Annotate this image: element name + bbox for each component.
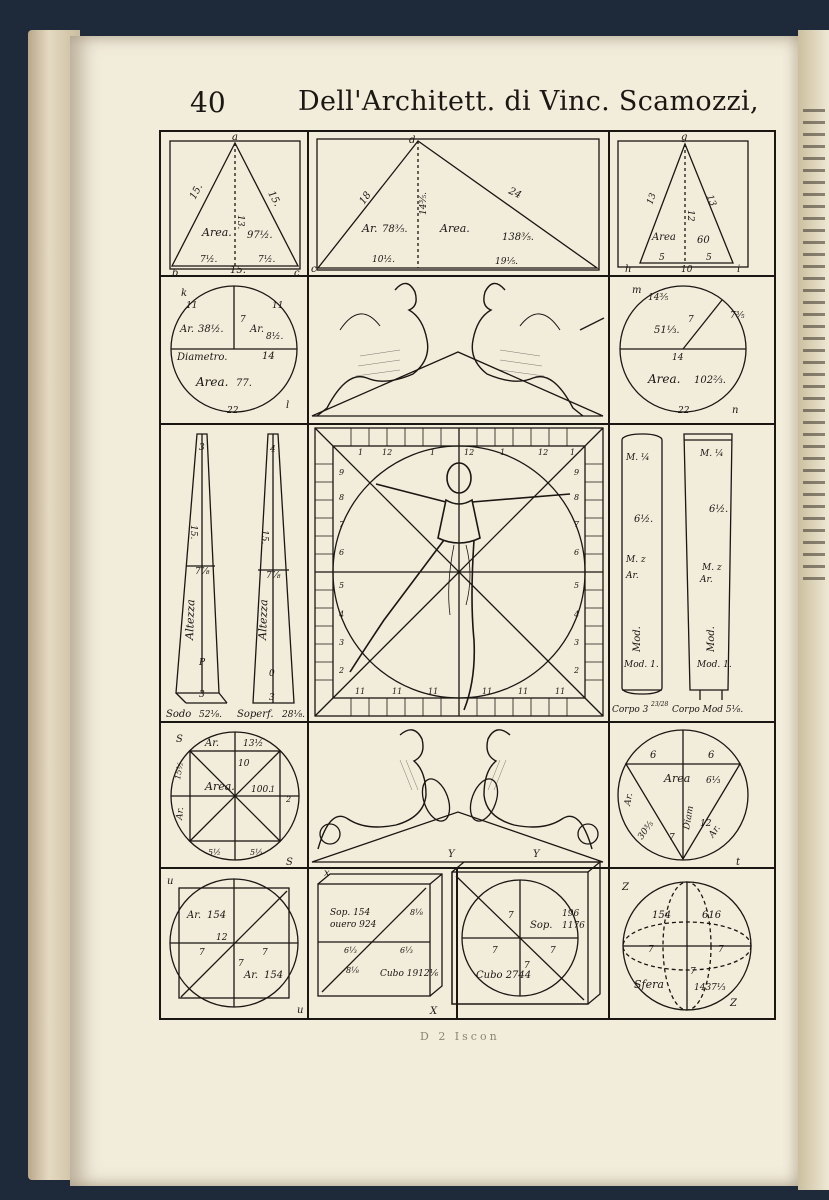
obelisks [166,434,305,720]
radius-label: 7 [240,315,246,325]
side-label: 13 [645,191,659,207]
ar-label: Ar. [707,823,723,840]
grid-tick: 11 [482,687,493,696]
base-label: 5 [706,253,712,263]
height-label: 14⅗. [419,191,429,215]
area-label: Area. [205,780,235,793]
obelisk-low: 3 [199,690,205,700]
sfera-value: 1437⅓ [694,983,726,993]
base-label: 19⅕. [495,257,519,267]
segment-label: 6 [708,750,715,761]
sphere [621,882,751,1010]
grid-tick: 1 [500,448,506,457]
segment-label: 6⅓ [344,946,357,955]
soperf-value: 28⅛. [282,710,306,720]
sop-value: 1176 [562,921,585,931]
grid-tick: 1 [430,448,436,457]
segment-label: 7 [508,911,514,921]
corner-label: Z [622,882,629,893]
ar-value: 154 [264,970,284,981]
octant-label: 1 [270,785,276,794]
half-base-label: 7½. [200,255,218,265]
circle-octants [171,732,299,868]
ar-label: Ar. [250,324,265,335]
corner-label: l [286,400,290,411]
segment-label: 7 [690,967,696,977]
arc-label: 11 [186,301,198,311]
segment-label: 7 [524,961,530,971]
octant-label: 2 [286,795,292,804]
circumference-label: 22 [678,406,690,416]
grid-tick: 5 [574,581,580,590]
river-gods [312,730,603,862]
segment-label: 7 [262,948,268,958]
circle-inscribed-triangle [618,730,748,868]
corner-label: S [286,857,293,868]
grid-tick: 9 [574,468,580,477]
side-label: 15. [265,189,283,209]
page-number: 40 [190,86,226,119]
grid-tick: 1 [358,448,364,457]
corner-label: S [176,734,183,745]
corner-label: Y [533,849,540,860]
vitruvian-figure [315,428,603,716]
ar-label: Ar. [623,792,636,807]
side-label: 10½. [372,255,396,265]
area-value: 102⅔. [694,375,726,386]
area-value: 100. [251,785,272,795]
height-label: 12 [685,210,695,222]
column-value: 6½. [634,514,654,525]
ar-label: Ar. [362,222,378,235]
segment-label: 12 [216,933,228,943]
vertex-label: c [294,268,300,279]
column-value: 6½. [709,504,729,515]
side-label: 15. [230,265,246,276]
corpo-mod-label: Corpo Mod 5⅛. [672,705,744,715]
ar-label: Ar. [180,324,195,335]
obelisk-top-label: 3 [199,443,205,453]
side-label: 18 [357,189,374,207]
column-label: M. ¼ [700,449,724,459]
segment-label: 12 [700,819,712,829]
octant-label: 10 [238,759,250,769]
side-label: 15. [187,182,206,202]
obelisk-low: 0 [269,669,275,679]
mod-value: Mod. 1. [697,660,732,670]
sodo-label: Sodo [166,709,192,720]
grid-tick: 8 [574,493,580,502]
altezza-label: Altezza [183,599,198,641]
segment-label: 7 [550,946,556,956]
corner-label: k [181,288,188,299]
corner-label: Z [730,998,737,1009]
vertex-label: d [409,135,416,146]
obelisk-top-label: 4 [270,445,276,455]
area-value: 138⅗. [502,232,534,243]
side-label: 13 [704,193,718,208]
corner-label: u [167,876,174,887]
corpo-fraction: 23/28 [651,701,669,708]
cube-oblique [318,868,442,1017]
grid-tick: 7 [574,520,580,529]
triangle-scalene [311,135,599,275]
area-label: Area. [648,372,681,386]
base-label: 5 [659,253,665,263]
segment-label: 7 [238,959,244,969]
soperf-label: Soperf. [237,709,274,720]
ar-value: 154 [207,910,227,921]
corpo-label: Corpo 3 [612,705,649,715]
circle-area-left [171,286,297,416]
area-label: Area [652,232,676,243]
bleed-through-text: D 2 Iscon [420,1030,500,1043]
height-label: 13. [235,215,245,230]
grid-tick: 2 [574,666,580,675]
area-label: Area. [440,222,470,235]
grid-tick: 6 [339,548,345,557]
diameter-label: Diam [682,805,697,831]
segment-label: 8⅛ [346,966,359,975]
sop-value: 196 [562,909,580,919]
grid-tick: 3 [339,638,345,647]
mod-label: Mod. [706,626,717,652]
ar-value: 8½. [266,332,284,342]
grid-tick: 9 [339,468,345,477]
ar-value: 51⅓. [654,325,680,336]
grid-tick: 12 [464,448,475,457]
vertex-label: g [681,132,688,143]
ar-label: Ar. [700,575,713,585]
radius-label: 7 [688,315,694,325]
segment-label: 6 [650,750,657,761]
cube-circle [448,849,600,1004]
obelisk-low: P [199,658,206,668]
octant-label: 5½ [208,848,221,857]
ar-value: 38½. [198,324,224,335]
cubo-label: Cubo 1912⅙ [380,969,439,979]
area-label: Area. [202,226,232,239]
corner-label: Y [448,849,455,860]
grid-tick: 5 [339,581,345,590]
obelisk-mid: 7⅞ [195,567,210,577]
octant-label: 5½ [250,848,263,857]
segment-label: 7 [492,946,498,956]
ar-label: Ar. [187,910,202,921]
reclining-figures-top [312,283,604,416]
octant-label: 15½ [173,761,186,781]
ar-label: Ar. [175,806,187,821]
area-value: 97½. [247,230,273,241]
column-label: M. ¼ [626,453,650,463]
grid-tick: 11 [518,687,529,696]
grid-tick: 11 [355,687,366,696]
area-label: Area [664,772,691,785]
area-label: Area. [196,375,229,389]
grid-tick: 12 [382,448,393,457]
diameter-label: Diametro. [177,352,228,363]
corner-label: m [632,285,642,296]
cubo-label: Cubo 2744 [476,970,532,981]
ar-value: 13½ [243,739,264,749]
arc-label: 11 [272,301,284,311]
grid-tick: 2 [339,666,345,675]
grid-tick: 6 [574,548,580,557]
vertex-label: a [232,132,238,143]
grid-tick: 12 [538,448,549,457]
triangle-equilateral [170,132,300,279]
sphere-value: 616 [702,910,722,921]
triangle-isosceles [618,132,748,275]
corner-label: u [297,1005,304,1016]
grid-tick: 1 [570,448,576,457]
ar-label: Ar. [626,571,639,581]
obelisk-height: 15. [259,530,269,545]
grid-tick: 7 [339,520,345,529]
column-label: M. z [626,555,646,565]
vertex-label: c [311,264,317,275]
area-value: 77. [236,378,252,389]
base-label: 10 [681,265,693,275]
ar-value: 78⅗. [382,224,408,235]
sodo-value: 52⅛. [199,710,223,720]
mod-value: Mod. 1. [624,660,659,670]
segment-label: 7 [669,833,675,843]
corner-label: n [732,405,739,416]
segment-label: 7 [648,945,654,955]
circle-area-right [620,285,746,416]
sop-label: Sop. 154 [330,908,371,918]
area-value: 6⅓ [706,776,721,786]
corner-label: x [324,868,330,879]
grid-tick: 11 [428,687,439,696]
ar-label: Ar. [205,738,220,749]
obelisk-mid: 7⅞ [266,571,281,581]
arc-label: 7⅗ [730,311,745,321]
side-label: 24 [506,185,523,202]
sfera-label: Sfera [634,978,664,991]
altezza-label: Altezza [256,599,271,641]
ar-value: 30⅗ [636,819,657,842]
column-label: M. z [702,563,722,573]
vertex-label: h [625,264,632,275]
segment-label: 7 [718,945,724,955]
circle-square [167,876,303,1016]
diameter-value: 14 [672,353,684,363]
grid-tick: 3 [574,638,580,647]
grid-tick: 11 [555,687,566,696]
segment-label: 8⅛ [410,908,423,917]
ar-label: Ar. [244,970,259,981]
sop-label: Sop. [530,920,553,931]
grid-tick: 4 [339,610,345,619]
half-base-label: 7½. [258,255,276,265]
obelisk-low: 3 [269,693,275,703]
segment-label: 7 [199,948,205,958]
grid-tick: 4 [574,610,580,619]
obelisk-height: 15. [188,525,198,540]
grid-tick: 8 [339,493,345,502]
diameter-value: 14 [262,351,275,362]
corner-label: X [430,1006,438,1017]
grid-tick: 11 [392,687,403,696]
segment-label: 6⅓ [400,946,413,955]
mod-label: Mod. [632,626,643,652]
columns [612,434,743,715]
running-title: Dell'Architett. di Vinc. Scamozzi, [298,86,759,117]
ouero-label: ouero 924 [330,920,377,930]
arc-label: 14⅗ [648,293,669,303]
vertex-label: i [737,264,741,275]
area-value: 60 [697,235,710,246]
corner-label: t [736,857,741,868]
circumference-label: 22 [227,406,239,416]
sphere-value: 154 [652,910,672,921]
vertex-label: b [172,268,179,279]
